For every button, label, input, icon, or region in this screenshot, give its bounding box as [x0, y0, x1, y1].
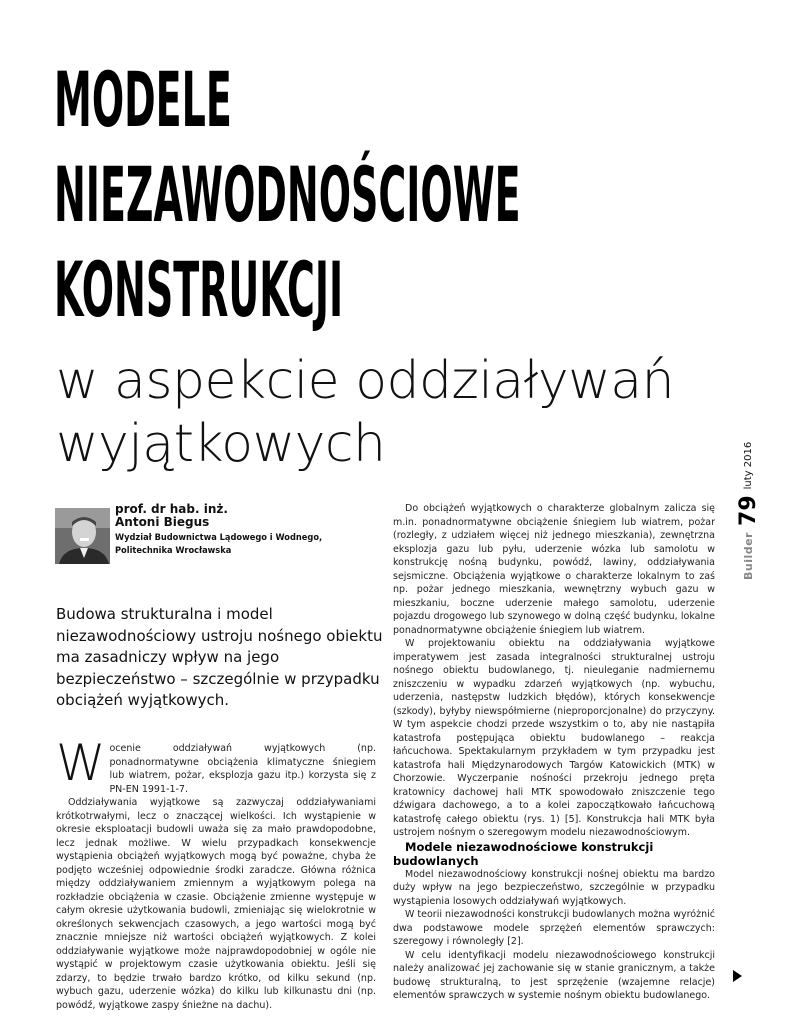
- intro-paragraph: ocenie oddziaływań wyjątkowych (np. ponadnormatywne obciążenia klimatyczne śniegiem lub wiatrem, pożar, eksplozja gazu itp.) korzysta się z PN-EN 1991-1-7.: [109, 743, 376, 795]
- title-line-3: KONSTRUKCJI: [54, 245, 344, 334]
- author-photo: [55, 508, 110, 564]
- title-line-2: NIEZAWODNOŚCIOWE: [54, 150, 521, 239]
- issue-date: luty 2016: [742, 441, 754, 490]
- body-paragraph: W celu identyfikacji modelu niezawodnościowego konstrukcji należy analizować jej zachowanie się w stanie granicznym, a także budowę strukturalną, to jest sprzężenie (wzajemne relacje) elementów sprawczych w systemie nośnym obiektu budowlanego.: [393, 949, 715, 1001]
- author-title: prof. dr hab. inż.: [115, 502, 228, 516]
- triangle-right-icon: [733, 970, 742, 982]
- subtitle-line-2: wyjątkowych: [56, 414, 386, 474]
- body-paragraph: Do obciążeń wyjątkowych o charakterze globalnym zalicza się m.in. ponadnormatywne obciążenie śniegiem lub wiatrem, pożar (rozległy, z udziałem więcej niż jednego mieszkania), zewnętrzna eksplozja gazu lub pyłu, uderzenie wózka lub samolotu w konstrukcję nośną budynku, powódź, lawiny, oddziaływania sejsmiczne. Obciążenia wyjątkowe o charakterze lokalnym to zaś np. pożar jednego mieszkania, wewnętrzny wybuch gazu w mieszkaniu, boczne uderzenie małego samolotu, uderzenie pojazdu drogowego lub szynowego w dolną część budynku, lokalne ponadnormatywne obciążenie śniegiem lub wiatrem.: [393, 503, 715, 636]
- body-paragraph: W teorii niezawodności konstrukcji budowlanych można wyróżnić dwa podstawowe modele sprzężeń elementów sprawczych: szeregowy i równoległy [2].: [393, 909, 715, 947]
- author-portrait-icon: [55, 508, 110, 564]
- side-label: [733, 441, 763, 580]
- title-line-1: MODELE: [54, 55, 232, 144]
- right-column: [393, 502, 715, 1003]
- dropcap: W: [56, 734, 106, 792]
- body-paragraph: Model niezawodnościowy konstrukcji nośnej obiektu ma bardzo duży wpływ na jego bezpieczeństwo, szczególnie w przypadku wystąpienia losowych oddziaływań wyjątkowych.: [393, 868, 715, 907]
- author-affiliation-line-2: Politechnika Wrocławska: [115, 545, 232, 556]
- body-paragraph: W projektowaniu obiektu na oddziaływania wyjątkowe imperatywem jest zasada integralności strukturalnej ustroju nośnego obiektu budowlanego, tj. nieuleganie nadmiernemu zniszczeniu w wypadku zdarzeń wyjątkowych (np. wybuchu, uderzenia, następstw ludzkich błędów), których konsekwencje (szkody), byłyby niewspółmierne (nieproporcjonalne) do przyczyny. W tym aspekcie chodzi przede wszystkim o to, aby nie nastąpiła katastrofa postępująca obiektu budowlanego – reakcja łańcuchowa. Spektakularnym przykładem w tym przypadku jest katastrofa hali Międzynarodowych Targów Katowickich (MTK) w Chorzowie. Wyczerpanie nośności przekroju jednego pręta kratownicy dachowej hali MTK spowodowało zniszczenie tego dźwigara dachowego, a to a kolei zapoczątkowało łańcuchową katastrofę całego obiektu (rys. 1) [5]. Konstrukcja hali MTK była ustrojem nośnym o szeregowym modelu niezawodnościowym.: [393, 638, 715, 838]
- left-column: [56, 734, 376, 1012]
- lead-paragraph: Budowa strukturalna i model niezawodnościowy ustroju nośnego obiektu ma zasadniczy wpływ na jego bezpieczeństwo – szczególnie w przypadku obciążeń wyjątkowych.: [56, 605, 383, 709]
- author-affiliation-line-1: Wydział Budownictwa Lądowego i Wodnego,: [115, 532, 323, 543]
- page-number: 79: [735, 495, 761, 526]
- author-block: [115, 503, 365, 557]
- magazine-brand: Builder: [741, 531, 755, 580]
- body-paragraph: Oddziaływania wyjątkowe są zazwyczaj oddziaływaniami krótkotrwałymi, lecz o znaczącej wielkości. Ich wystąpienie w okresie eksploatacji budowli uważa się za mało prawdopodobne, lecz jednak możliwe. W wielu przypadkach konsekwencje wystąpienia obciążeń wyjątkowych mogą być poważne, chyba że podjęto wcześniej odpowiednie środki zaradcze. Główna różnica między oddziaływaniem zmiennym a wyjątkowym polega na rozkładzie obciążenia w czasie. Obciążenie zmienne występuje w całym okresie użytkowania budowli, zmieniając się wielokrotnie w określonych sekwencjach czasowych, a jego wartości mogą być znacznie mniejsze niż wartości obciążeń wyjątkowych. Z kolei oddziaływanie wyjątkowe może najprawdopodobniej w ogóle nie wystąpić w projektowym czasie użytkowania obiektu. Jeśli się zdarzy, to będzie trwało bardzo krótko, od kilku sekund (np. wybuch gazu, uderzenie wózka) do kilku lub kilkunastu dni (np. powódź, wyjątkowe zaspy śnieżne na dachu).: [56, 797, 376, 1011]
- author-name: Antoni Biegus: [115, 515, 210, 529]
- section-heading: Modele niezawodnościowe konstrukcji budowlanych: [393, 839, 654, 868]
- subtitle-line-1: w aspekcie oddziaływań: [56, 351, 675, 411]
